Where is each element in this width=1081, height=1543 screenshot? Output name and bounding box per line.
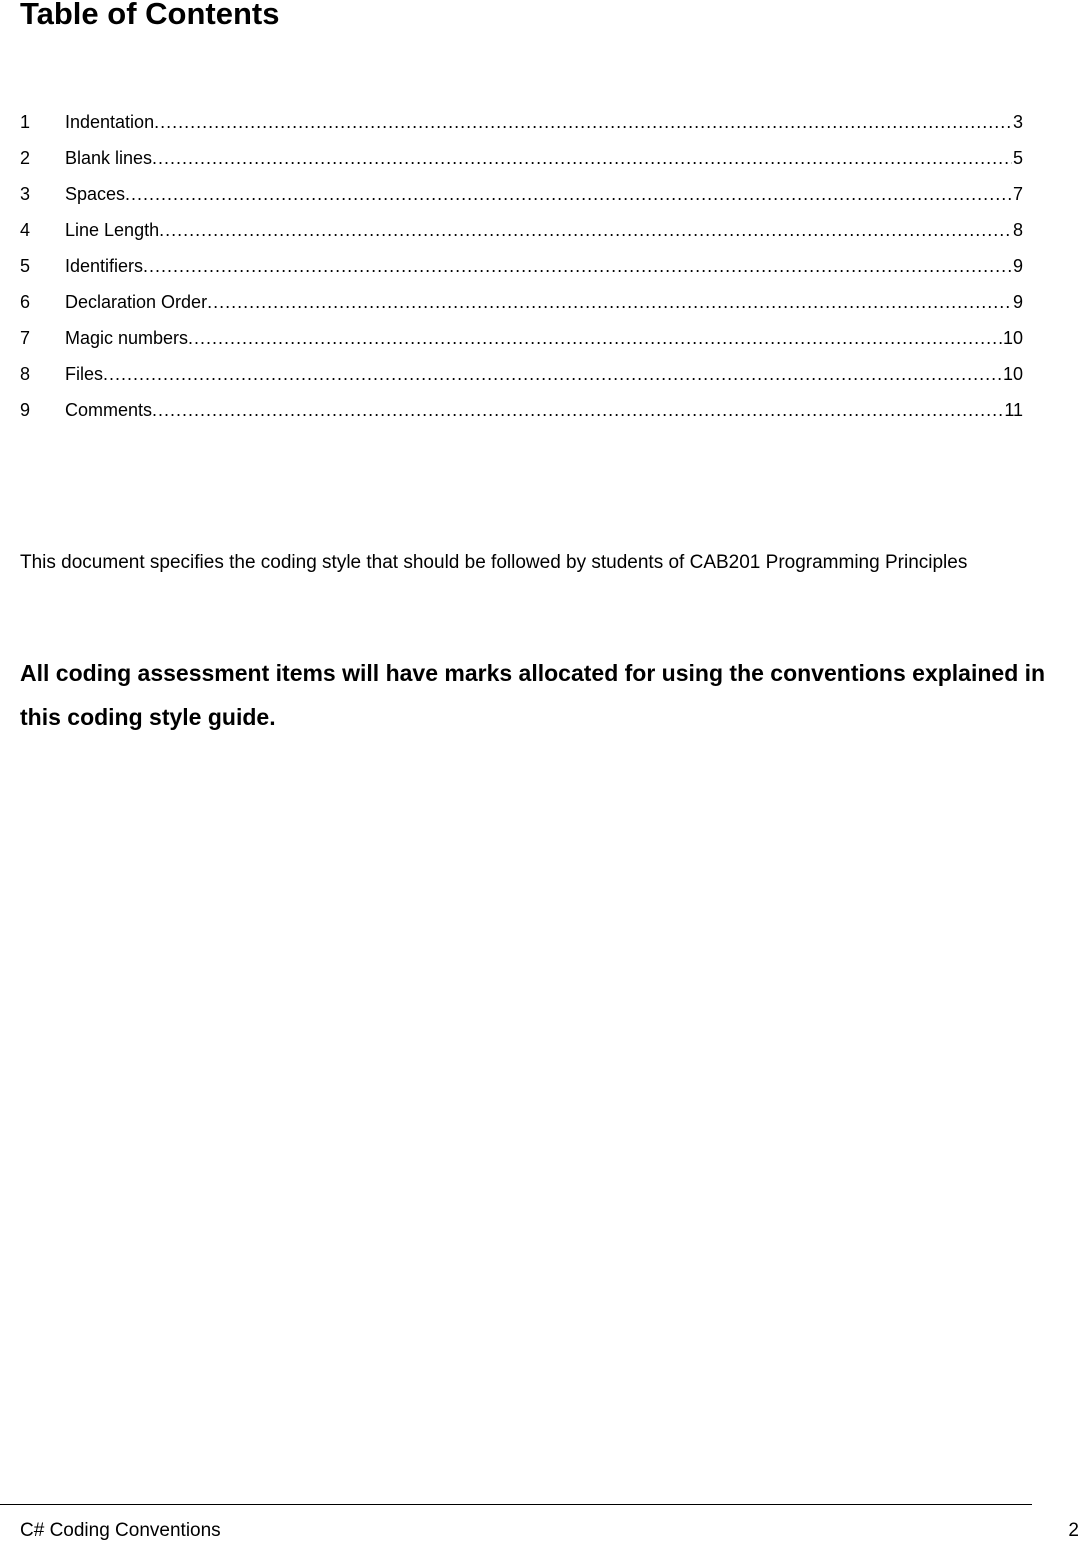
toc-entry-line-length[interactable] <box>20 218 1023 254</box>
toc-dot-leader <box>207 290 1012 314</box>
toc-dot-leader <box>188 326 1002 350</box>
toc-entry-number: 1 <box>20 112 31 132</box>
toc-entry-magic-numbers[interactable] <box>20 326 1023 362</box>
toc-entry-number: 6 <box>20 292 31 312</box>
toc-entry-label: Identifiers <box>65 256 144 276</box>
footer-divider <box>0 1504 1032 1505</box>
toc-entry-indentation[interactable] <box>20 110 1023 146</box>
toc-entry-page: 3 <box>1012 112 1023 132</box>
toc-title: Table of Contents <box>20 0 280 31</box>
toc-entry-blank-lines[interactable] <box>20 146 1023 182</box>
toc-entry-number: 8 <box>20 364 31 384</box>
toc-entry-number: 3 <box>20 184 31 204</box>
footer-document-title: C# Coding Conventions <box>20 1520 221 1541</box>
intro-paragraph: This document specifies the coding style that should be followed by students of CAB201 Programming Principles <box>20 552 968 573</box>
toc-entry-label: Indentation <box>65 112 155 132</box>
toc-dot-leader <box>143 254 1012 278</box>
toc-entry-number: 7 <box>20 328 31 348</box>
toc-entry-declaration-order[interactable] <box>20 290 1023 326</box>
toc-entry-label: Blank lines <box>65 148 153 168</box>
toc-dot-leader <box>152 146 1012 170</box>
toc-entry-comments[interactable] <box>20 398 1023 434</box>
toc-list <box>20 110 1023 434</box>
toc-entry-spaces[interactable] <box>20 182 1023 218</box>
toc-entry-page: 9 <box>1012 292 1023 312</box>
toc-dot-leader <box>152 398 1003 422</box>
toc-entry-page: 5 <box>1012 148 1023 168</box>
toc-dot-leader <box>154 110 1012 134</box>
toc-dot-leader <box>103 362 1002 386</box>
toc-entry-number: 5 <box>20 256 31 276</box>
toc-entry-page: 7 <box>1012 184 1023 204</box>
toc-dot-leader <box>159 218 1012 242</box>
toc-entry-label: Line Length <box>65 220 160 240</box>
toc-entry-identifiers[interactable] <box>20 254 1023 290</box>
toc-entry-number: 9 <box>20 400 31 420</box>
toc-entry-label: Spaces <box>65 184 126 204</box>
toc-dot-leader <box>125 182 1012 206</box>
toc-entry-label: Declaration Order <box>65 292 208 312</box>
toc-entry-page: 11 <box>1004 400 1023 420</box>
toc-entry-page: 8 <box>1012 220 1023 240</box>
toc-entry-label: Magic numbers <box>65 328 189 348</box>
toc-entry-number: 4 <box>20 220 31 240</box>
toc-entry-page: 9 <box>1012 256 1023 276</box>
assessment-notice: All coding assessment items will have marks allocated for using the conventions explained in this coding style guide. <box>20 660 1046 730</box>
toc-entry-label: Comments <box>65 400 153 420</box>
toc-entry-label: Files <box>65 364 104 384</box>
toc-entry-number: 2 <box>20 148 31 168</box>
toc-entry-page: 10 <box>1002 328 1023 348</box>
toc-entry-page: 10 <box>1002 364 1023 384</box>
footer-page-number: 2 <box>1068 1520 1079 1541</box>
toc-entry-files[interactable] <box>20 362 1023 398</box>
